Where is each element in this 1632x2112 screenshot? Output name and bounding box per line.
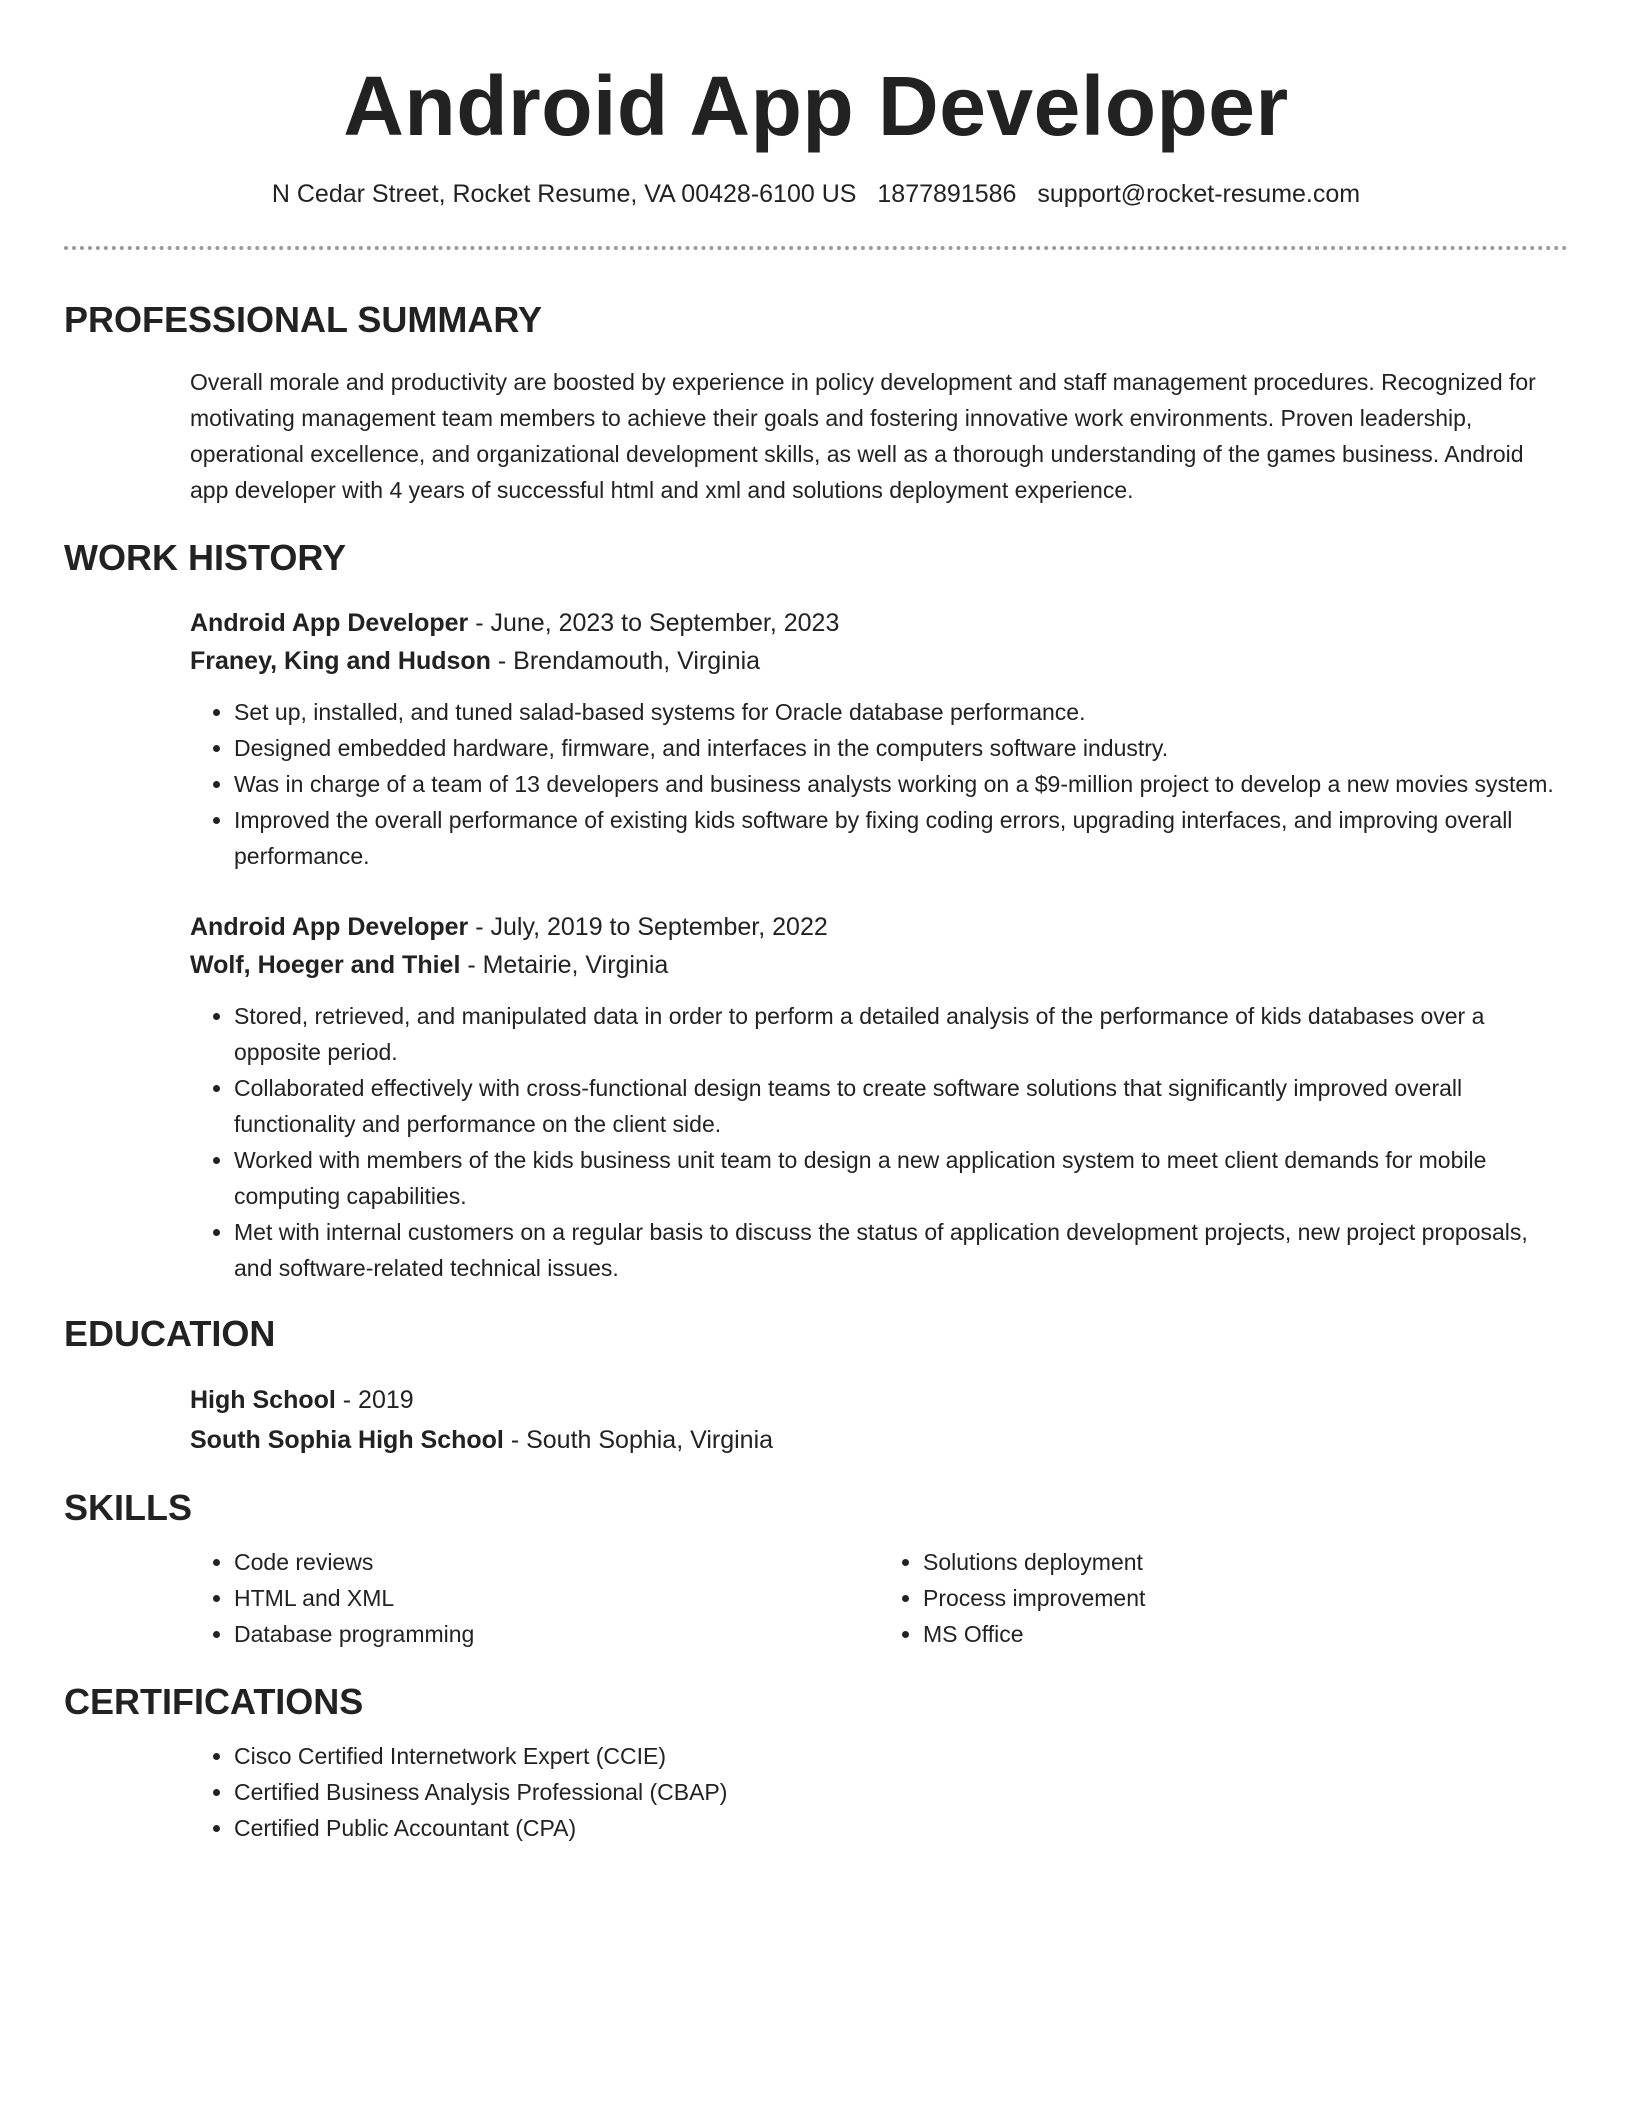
list-item: • Stored, retrieved, and manipulated data in order to perform a detailed analysis of the performance of kids databases over a opposite period. (234, 998, 1568, 1070)
certifications-list (190, 1738, 1568, 1846)
job-company: Franey, King and Hudson (190, 647, 491, 675)
contact-line (64, 178, 1568, 210)
contact-email: support@rocket-resume.com (1037, 180, 1361, 208)
education-degree: High School (190, 1386, 336, 1414)
job-role-line (190, 908, 1568, 946)
header-divider (64, 246, 1568, 250)
work-history-title: WORK HISTORY (64, 537, 347, 578)
list-item: • Designed embedded hardware, firmware, and interfaces in the computers software industry. (234, 730, 1568, 766)
skills-column-left (190, 1544, 879, 1652)
job-company-line (190, 642, 1568, 680)
list-item: • Certified Business Analysis Professional (CBAP) (234, 1774, 1568, 1810)
summary-section (64, 298, 1568, 508)
job-role-line (190, 604, 1568, 642)
education-school-line (190, 1420, 1568, 1460)
job-company: Wolf, Hoeger and Thiel (190, 951, 461, 979)
work-history-section (64, 536, 1568, 1286)
skills-column-right (879, 1544, 1568, 1652)
job-entry (190, 604, 1568, 874)
list-item: • Met with internal customers on a regular basis to discuss the status of application development projects, new project proposals, and software-related technical issues. (234, 1214, 1568, 1286)
job-role: Android App Developer (190, 609, 469, 637)
list-item: • Was in charge of a team of 13 developers and business analysts working on a $9-million project to develop a new movies system. (234, 766, 1568, 802)
list-item: • Solutions deployment (923, 1544, 1568, 1580)
education-entry (190, 1380, 1568, 1460)
certifications-title: CERTIFICATIONS (64, 1681, 364, 1722)
list-item: • Process improvement (923, 1580, 1568, 1616)
list-item: • Cisco Certified Internetwork Expert (CCIE) (234, 1738, 1568, 1774)
list-item: • Database programming (234, 1616, 879, 1652)
list-item: • Worked with members of the kids business unit team to design a new application system to meet client demands for mobile computing capabilities. (234, 1142, 1568, 1214)
job-location: - Brendamouth, Virginia (490, 647, 761, 675)
list-item: • MS Office (923, 1616, 1568, 1652)
education-title: EDUCATION (64, 1313, 276, 1354)
skills-title: SKILLS (64, 1487, 193, 1528)
certifications-section (64, 1680, 1568, 1846)
contact-phone: 1877891586 (877, 180, 1017, 208)
certifications-list-wrap (190, 1738, 1568, 1846)
summary-text: Overall morale and productivity are boosted by experience in policy development and staff management procedures. Recognized for motivating management team members to achieve their goals and fostering innovative work environments. Proven leadership, operational excellence, and organizational development skills, as well as a thorough understanding of the games business. Android app developer with 4 years of successful html and xml and solutions deployment experience. (190, 369, 1536, 503)
contact-address: N Cedar Street, Rocket Resume, VA 00428-6100 US (271, 180, 857, 208)
education-year: - 2019 (335, 1386, 414, 1414)
job-bullets (190, 694, 1568, 874)
list-item: • Certified Public Accountant (CPA) (234, 1810, 1568, 1846)
education-degree-line (190, 1380, 1568, 1420)
job-dates: - July, 2019 to September, 2022 (468, 913, 828, 941)
skills-section (64, 1486, 1568, 1652)
job-location: - Metairie, Virginia (460, 951, 669, 979)
job-role: Android App Developer (190, 913, 469, 941)
list-item: • HTML and XML (234, 1580, 879, 1616)
summary-title: PROFESSIONAL SUMMARY (64, 299, 543, 340)
education-location: - South Sophia, Virginia (503, 1426, 774, 1454)
skills-grid (190, 1544, 1568, 1652)
job-entry (190, 908, 1568, 1286)
list-item: • Improved the overall performance of existing kids software by fixing coding errors, upgrading interfaces, and improving overall performance. (234, 802, 1568, 874)
list-item: • Set up, installed, and tuned salad-based systems for Oracle database performance. (234, 694, 1568, 730)
education-school: South Sophia High School (190, 1426, 504, 1454)
list-item: • Collaborated effectively with cross-functional design teams to create software solutions that significantly improved overall functionality and performance on the client side. (234, 1070, 1568, 1142)
list-item: • Code reviews (234, 1544, 879, 1580)
job-bullets (190, 998, 1568, 1286)
job-company-line (190, 946, 1568, 984)
job-dates: - June, 2023 to September, 2023 (468, 609, 840, 637)
education-section (64, 1312, 1568, 1460)
candidate-name: Android App Developer (343, 59, 1289, 153)
